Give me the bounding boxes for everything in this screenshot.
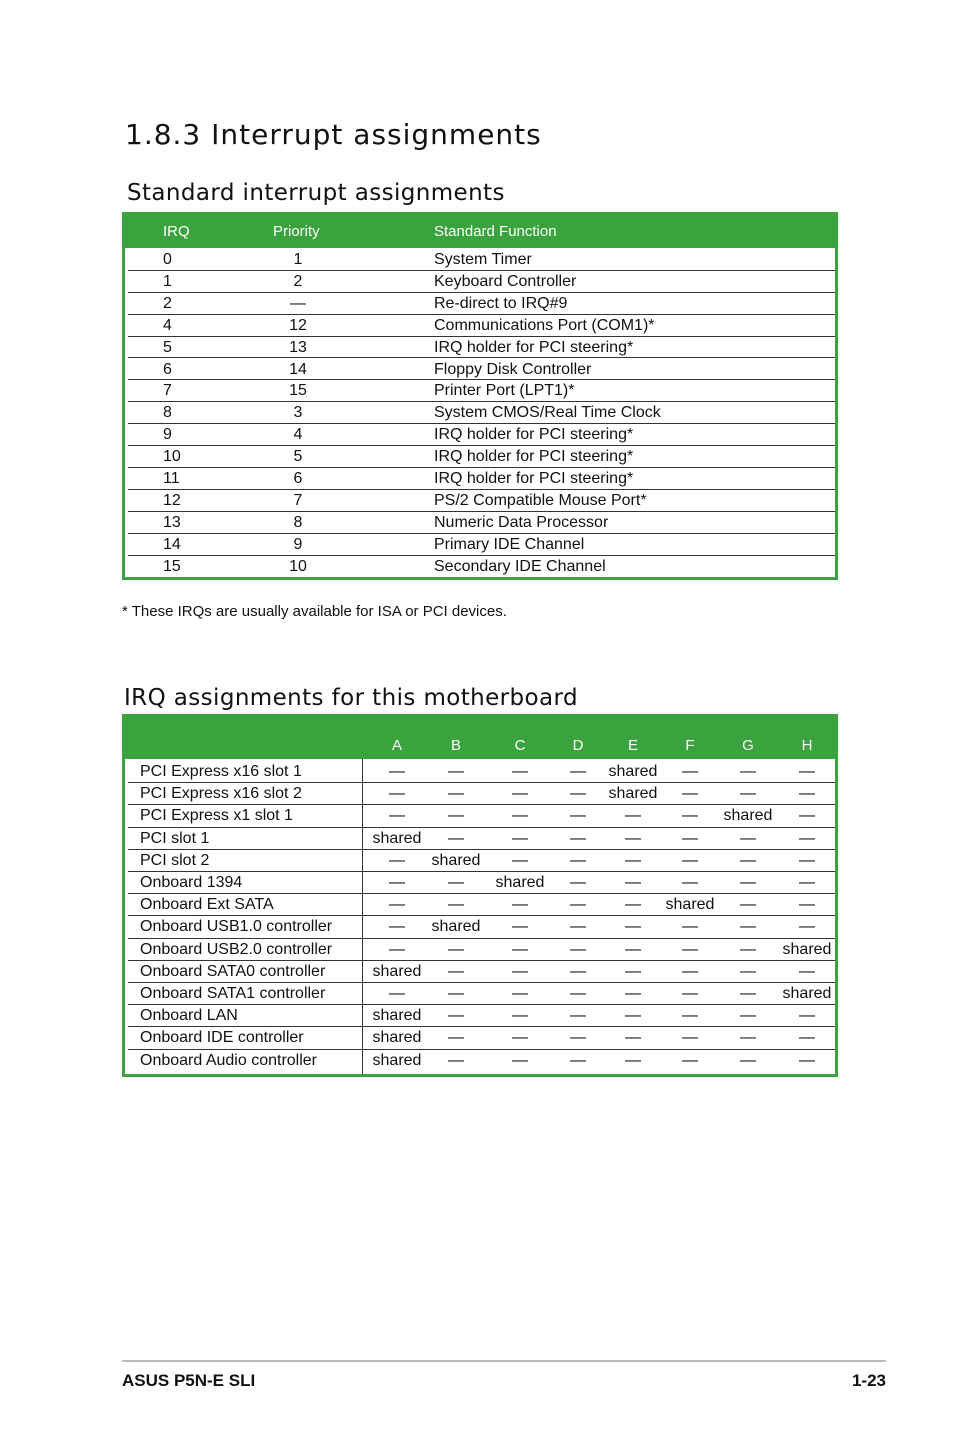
irq-value-cell: — [740, 1029, 756, 1047]
irq-value-cell: — [448, 985, 464, 1002]
irq-value-cell: — [570, 874, 586, 891]
section-title: 1.8.3 Interrupt assignments [125, 118, 542, 151]
priority-cell: 8 [293, 513, 303, 531]
irq-value-cell: shared [431, 918, 481, 936]
priority-cell: 13 [289, 338, 307, 356]
irq-value-cell: — [570, 1007, 586, 1025]
irq-value-cell: — [625, 807, 641, 825]
function-cell: Floppy Disk Controller [434, 360, 592, 378]
header-irq: IRQ [163, 223, 190, 240]
function-cell: IRQ holder for PCI steering* [434, 448, 634, 466]
priority-cell: 14 [289, 360, 307, 378]
table-row [128, 1005, 835, 1027]
priority-cell: 3 [293, 404, 303, 422]
irq-value-cell: — [448, 785, 464, 803]
irq-cell: 0 [163, 251, 172, 268]
footer-page-number: 1-23 [851, 1371, 886, 1390]
device-cell: Onboard Ext SATA [140, 896, 274, 914]
irq-value-cell: — [682, 874, 698, 891]
irq-value-cell: — [389, 785, 405, 803]
table-row [128, 894, 835, 916]
irq-value-cell: — [740, 940, 756, 958]
irq-value-cell: shared [782, 985, 832, 1002]
header-col-g: G [742, 737, 754, 754]
irq-value-cell: — [570, 918, 586, 936]
irq-value-cell: shared [665, 896, 715, 914]
irq-value-cell: — [512, 1029, 528, 1047]
irq-value-cell: — [799, 851, 815, 869]
irq-value-cell: shared [372, 962, 422, 980]
irq-value-cell: shared [608, 763, 658, 780]
irq-value-cell: — [682, 1007, 698, 1025]
motherboard-table-title: IRQ assignments for this motherboard [124, 685, 578, 711]
table-row [128, 828, 835, 850]
function-cell: Keyboard Controller [434, 272, 577, 290]
irq-value-cell: — [448, 962, 464, 980]
irq-value-cell: shared [782, 940, 832, 958]
table-row [128, 783, 835, 805]
irq-cell: 13 [163, 513, 181, 531]
table-row [128, 293, 835, 315]
irq-value-cell: — [448, 1029, 464, 1047]
irq-cell: 15 [163, 557, 181, 575]
priority-cell: 9 [293, 535, 303, 553]
irq-value-cell: shared [431, 851, 481, 869]
table-row [128, 556, 835, 577]
irq-value-cell: — [625, 962, 641, 980]
function-cell: Communications Port (COM1)* [434, 316, 655, 334]
irq-value-cell: — [448, 763, 464, 780]
function-cell: IRQ holder for PCI steering* [434, 338, 634, 356]
irq-value-cell: — [389, 874, 405, 891]
header-col-e: E [627, 737, 638, 754]
irq-value-cell: — [740, 918, 756, 936]
irq-value-cell: — [682, 918, 698, 936]
irq-value-cell: — [512, 896, 528, 914]
irq-value-cell: — [512, 940, 528, 958]
irq-value-cell: — [512, 763, 528, 780]
irq-value-cell: — [625, 1051, 641, 1069]
irq-value-cell: — [570, 896, 586, 914]
header-col-a: A [391, 737, 402, 754]
priority-cell: 10 [289, 557, 307, 575]
irq-value-cell: — [799, 785, 815, 803]
table-row [128, 424, 835, 446]
irq-value-cell: — [682, 1051, 698, 1069]
irq-value-cell: — [740, 851, 756, 869]
table-row [128, 961, 835, 983]
irq-cell: 12 [163, 491, 181, 509]
irq-cell: 14 [163, 535, 181, 553]
irq-value-cell: — [512, 918, 528, 936]
irq-value-cell: — [570, 829, 586, 847]
header-col-f: F [685, 737, 695, 754]
table-row [128, 402, 835, 424]
function-cell: Re-direct to IRQ#9 [434, 294, 568, 312]
irq-value-cell: — [570, 785, 586, 803]
irq-value-cell: — [512, 985, 528, 1002]
irq-value-cell: — [740, 896, 756, 914]
irq-value-cell: — [448, 1007, 464, 1025]
irq-value-cell: — [625, 874, 641, 891]
irq-value-cell: — [682, 1029, 698, 1047]
function-cell: Secondary IDE Channel [434, 557, 606, 575]
irq-value-cell: — [799, 1029, 815, 1047]
footer-divider [122, 1360, 886, 1362]
irq-value-cell: — [389, 940, 405, 958]
irq-value-cell: shared [723, 807, 773, 825]
irq-value-cell: shared [495, 874, 545, 891]
function-cell: Printer Port (LPT1)* [434, 382, 575, 400]
table-row [128, 271, 835, 293]
irq-cell: 2 [163, 294, 172, 312]
irq-value-cell: — [512, 807, 528, 825]
priority-cell: 7 [293, 491, 303, 509]
irq-value-cell: — [448, 874, 464, 891]
irq-value-cell: — [570, 1051, 586, 1069]
irq-value-cell: shared [372, 829, 422, 847]
irq-value-cell: — [625, 918, 641, 936]
table-row [128, 534, 835, 556]
irq-value-cell: — [448, 940, 464, 958]
irq-cell: 6 [163, 360, 172, 378]
irq-value-cell: — [740, 763, 756, 780]
irq-value-cell: — [682, 851, 698, 869]
device-cell: Onboard 1394 [140, 874, 243, 891]
irq-value-cell: — [625, 851, 641, 869]
irq-value-cell: — [740, 1051, 756, 1069]
irq-value-cell: — [799, 962, 815, 980]
table-row [128, 315, 835, 337]
irq-value-cell: — [799, 1007, 815, 1025]
irq-value-cell: shared [372, 1029, 422, 1047]
irq-value-cell: — [740, 985, 756, 1002]
header-priority: Priority [273, 223, 320, 240]
irq-cell: 7 [163, 382, 172, 400]
table-row [128, 850, 835, 872]
irq-value-cell: — [799, 829, 815, 847]
irq-cell: 1 [163, 272, 172, 290]
device-cell: Onboard SATA0 controller [140, 962, 326, 980]
table-row [128, 872, 835, 894]
irq-cell: 4 [163, 316, 172, 334]
table-row [128, 337, 835, 359]
priority-cell: 12 [289, 316, 307, 334]
table-row [128, 1050, 835, 1071]
device-cell: PCI Express x1 slot 1 [140, 807, 293, 825]
table-row [128, 512, 835, 534]
irq-value-cell: — [512, 829, 528, 847]
irq-value-cell: — [389, 896, 405, 914]
priority-cell: — [290, 294, 306, 312]
irq-value-cell: — [682, 807, 698, 825]
irq-value-cell: — [448, 1051, 464, 1069]
irq-value-cell: — [570, 807, 586, 825]
table-row [128, 805, 835, 827]
function-cell: PS/2 Compatible Mouse Port* [434, 491, 647, 509]
irq-value-cell: — [570, 763, 586, 780]
irq-value-cell: — [740, 829, 756, 847]
table-row [128, 380, 835, 402]
irq-value-cell: — [625, 896, 641, 914]
irq-value-cell: — [570, 985, 586, 1002]
irq-value-cell: — [512, 1051, 528, 1069]
device-cell: Onboard USB2.0 controller [140, 940, 333, 958]
priority-cell: 6 [293, 470, 303, 487]
header-standard-function: Standard Function [434, 223, 557, 240]
header-col-c: C [514, 737, 526, 754]
irq-value-cell: — [799, 896, 815, 914]
table-row [128, 916, 835, 938]
function-cell: IRQ holder for PCI steering* [434, 470, 634, 487]
function-cell: Numeric Data Processor [434, 513, 609, 531]
device-cell: PCI slot 2 [140, 851, 210, 869]
device-cell: PCI Express x16 slot 2 [140, 785, 302, 803]
irq-value-cell: — [512, 962, 528, 980]
irq-value-cell: — [448, 896, 464, 914]
function-cell: IRQ holder for PCI steering* [434, 426, 634, 444]
standard-table-title: Standard interrupt assignments [127, 180, 505, 206]
irq-value-cell: — [682, 940, 698, 958]
priority-cell: 4 [293, 426, 303, 444]
irq-cell: 10 [163, 448, 181, 466]
irq-value-cell: — [389, 985, 405, 1002]
standard-table-header [125, 215, 835, 248]
table-row [128, 359, 835, 381]
device-cell: Onboard LAN [140, 1007, 238, 1025]
table-row [128, 983, 835, 1005]
irq-value-cell: — [682, 962, 698, 980]
irq-value-cell: shared [372, 1051, 422, 1069]
irq-value-cell: — [799, 918, 815, 936]
irq-value-cell: — [570, 940, 586, 958]
function-cell: System Timer [434, 251, 532, 268]
irq-value-cell: — [799, 763, 815, 780]
irq-value-cell: — [512, 1007, 528, 1025]
irq-value-cell: — [799, 874, 815, 891]
irq-value-cell: — [799, 1051, 815, 1069]
irq-value-cell: — [625, 1029, 641, 1047]
priority-cell: 1 [293, 251, 303, 268]
table-row [128, 446, 835, 468]
irq-value-cell: — [448, 807, 464, 825]
irq-value-cell: — [740, 785, 756, 803]
irq-value-cell: — [389, 918, 405, 936]
header-col-d: D [572, 737, 584, 754]
table-row [128, 939, 835, 961]
irq-value-cell: — [512, 851, 528, 869]
header-col-h: H [801, 737, 813, 754]
header-col-b: B [450, 737, 461, 754]
table-row [128, 761, 835, 783]
priority-cell: 2 [293, 272, 303, 290]
device-cell: Onboard Audio controller [140, 1051, 317, 1069]
irq-value-cell: — [389, 851, 405, 869]
table-row [128, 1027, 835, 1049]
table-row [128, 490, 835, 512]
irq-value-cell: — [570, 962, 586, 980]
device-cell: PCI Express x16 slot 1 [140, 763, 302, 780]
irq-value-cell: — [389, 807, 405, 825]
irq-value-cell: — [740, 962, 756, 980]
irq-value-cell: — [625, 1007, 641, 1025]
irq-cell: 5 [163, 338, 172, 356]
device-cell: PCI slot 1 [140, 829, 210, 847]
irq-value-cell: shared [372, 1007, 422, 1025]
footnote: * These IRQs are usually available for ISA or PCI devices. [122, 603, 507, 620]
irq-value-cell: — [389, 763, 405, 780]
irq-value-cell: — [512, 785, 528, 803]
irq-value-cell: — [740, 874, 756, 891]
irq-value-cell: — [799, 807, 815, 825]
irq-value-cell: — [625, 940, 641, 958]
irq-value-cell: — [448, 829, 464, 847]
priority-cell: 15 [289, 382, 307, 400]
irq-value-cell: — [682, 985, 698, 1002]
irq-value-cell: — [682, 829, 698, 847]
function-cell: System CMOS/Real Time Clock [434, 404, 661, 422]
irq-cell: 9 [163, 426, 172, 444]
irq-value-cell: — [625, 985, 641, 1002]
device-cell: Onboard IDE controller [140, 1029, 304, 1047]
priority-cell: 5 [293, 448, 303, 466]
irq-value-cell: shared [608, 785, 658, 803]
motherboard-irq-table [122, 714, 838, 1077]
footer-product-name: ASUS P5N-E SLI [122, 1371, 256, 1390]
table-row [128, 468, 835, 490]
irq-cell: 11 [163, 470, 180, 487]
irq-cell: 8 [163, 404, 172, 422]
irq-value-cell: — [570, 1029, 586, 1047]
irq-value-cell: — [682, 763, 698, 780]
irq-value-cell: — [682, 785, 698, 803]
motherboard-table-header [125, 717, 835, 759]
irq-value-cell: — [740, 1007, 756, 1025]
irq-value-cell: — [570, 851, 586, 869]
function-cell: Primary IDE Channel [434, 535, 585, 553]
standard-interrupt-table [122, 212, 838, 580]
device-cell: Onboard USB1.0 controller [140, 918, 333, 936]
device-cell: Onboard SATA1 controller [140, 985, 326, 1002]
table-row [128, 249, 835, 271]
irq-value-cell: — [625, 829, 641, 847]
